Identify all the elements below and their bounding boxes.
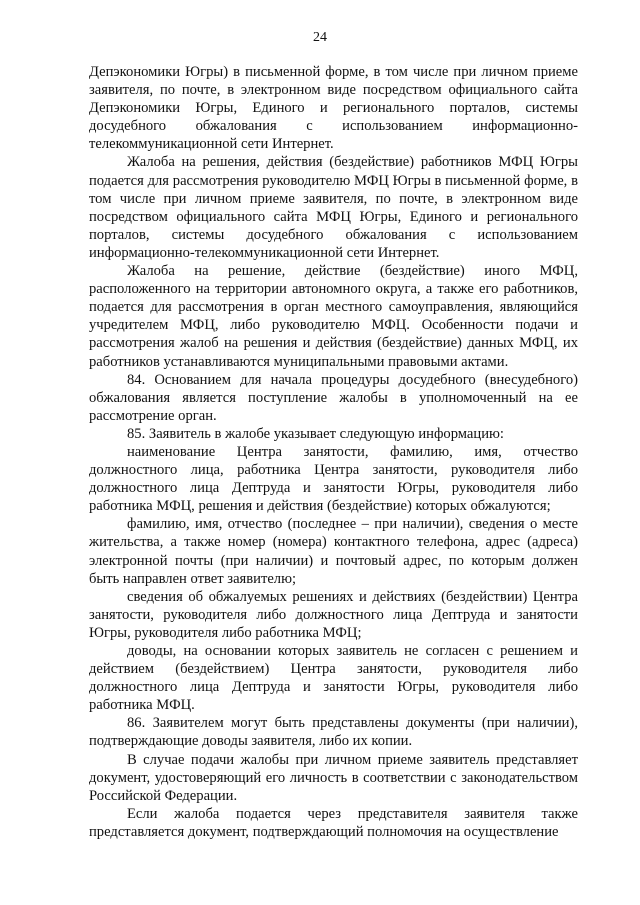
paragraph-item-84: 84. Основанием для начала процедуры досудебного (внесудебного) обжалования является поступление жалобы в уполномоченный на ее рассмотрение орган. [89,371,578,424]
paragraph-item-85: 85. Заявитель в жалобе указывает следующую информацию: [127,425,504,442]
paragraph-representative: Если жалоба подается через представителя заявителя также представляется документ, подтверждающий полномочия на осуществление [89,805,578,840]
paragraph-personal-submission: В случае подачи жалобы при личном приеме заявитель представляет документ, удостоверяющий его личность в соответствии с законодательством Российской Федерации. [89,751,578,804]
paragraph-item-85-arguments: доводы, на основании которых заявитель не согласен с решением и действием (бездействием) Центра занятости, руководителя либо должностного лица Дептруда и занятости Югры, руководителя либо работника МФЦ. [89,643,578,714]
paragraph-item-85-decisions: сведения об обжалуемых решениях и действиях (бездействии) Центра занятости, руководителя либо должностного лица Дептруда и занятости Югры, руководителя либо работника МФЦ; [89,588,578,641]
paragraph-item-85-name: наименование Центра занятости, фамилию, имя, отчество должностного лица, работника Центра занятости, руководителя либо должностного лица Дептруда и занятости Югры, руководителя либо работника МФЦ, решения и действия (бездействие) которых обжалуются; [89,443,578,515]
paragraph-item-86: 86. Заявителем могут быть представлены документы (при наличии), подтверждающие доводы заявителя, либо их копии. [89,715,578,750]
document-body [89,63,578,841]
paragraph-complaint-other-mfc: Жалоба на решение, действие (бездействие) иного МФЦ, расположенного на территории автономного округа, а также его работников, подается для рассмотрения в орган местного самоуправления, являющийся учредителем МФЦ, либо руководителю МФЦ. Особенности подачи и рассмотрения жалоб на решения и действия (бездействие) данных МФЦ, их работников устанавливаются муниципальными правовыми актами. [89,263,578,370]
paragraph-complaint-mfc-yugra: Жалоба на решения, действия (бездействие) работников МФЦ Югры подается для рассмотрения руководителю МФЦ Югры в письменной форме, в том числе при личном приеме заявителя, по почте, в электронном виде посредством официального сайта МФЦ Югры, Единого и регионального порталов, системы досудебного обжалования с использованием информационно-телекоммуникационной сети Интернет. [89,154,578,261]
paragraph-item-85-applicant: фамилию, имя, отчество (последнее – при наличии), сведения о месте жительства, а также номер (номера) контактного телефона, адрес (адреса) электронной почты (при наличии) и почтовый адрес, по которым должен быть направлен ответ заявителю; [89,516,578,587]
page-number: 24 [313,30,327,45]
paragraph-continuation: Депэкономики Югры) в письменной форме, в том числе при личном приеме заявителя, по почте, в электронном виде посредством официального сайта Депэкономики Югры, Единого и регионального порталов, системы досудебного обжалования с использованием информационно-телекоммуникационной сети Интернет. [89,64,578,153]
